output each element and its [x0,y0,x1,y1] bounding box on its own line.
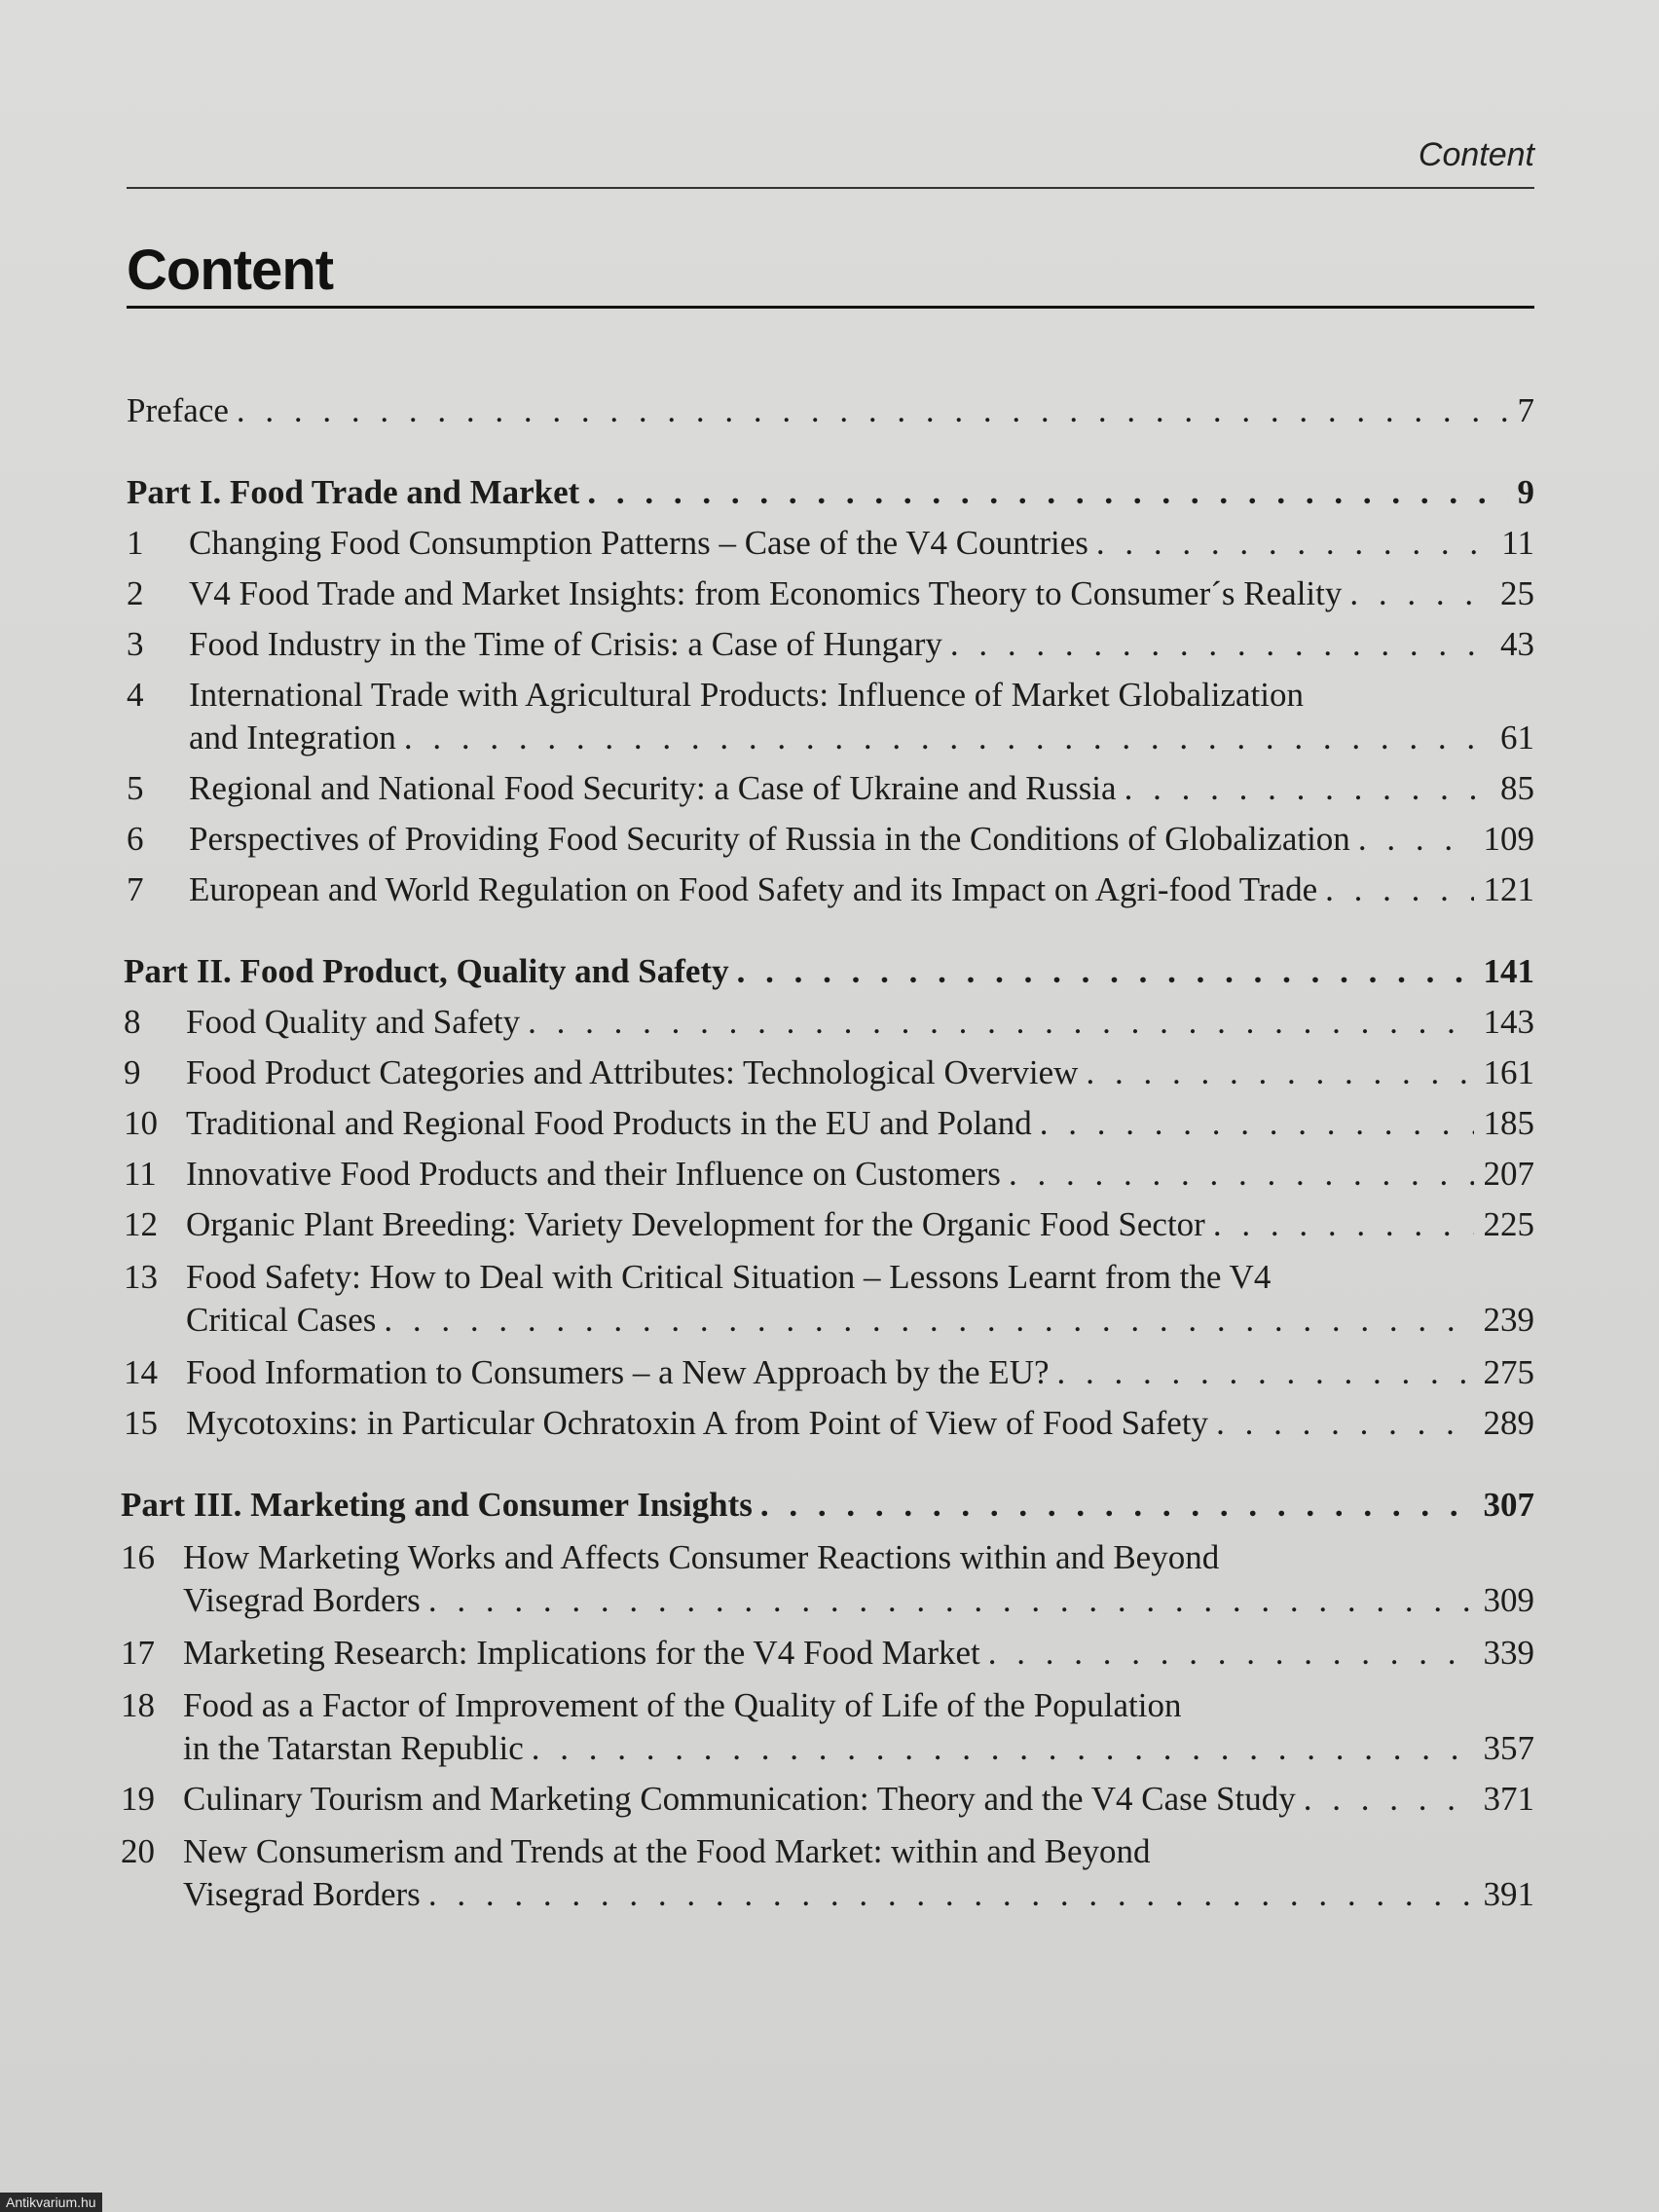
toc-page-number: 85 [1500,769,1534,807]
toc-chapter-continuation[interactable] [186,1299,1534,1342]
chapter-title: Food Industry in the Time of Crisis: a Case of Hungary [189,625,942,663]
chapter-number: 18 [121,1686,155,1724]
part-label: Part II. Food Product, Quality and Safety [124,952,729,990]
chapter-title-cont: in the Tatarstan Republic [183,1729,524,1767]
leader-dots [237,389,1508,432]
toc-chapter[interactable] [127,818,1534,861]
chapter-title-cont: Critical Cases [186,1301,377,1339]
leader-dots [1325,868,1473,911]
toc-chapter-continuation[interactable] [189,717,1534,759]
chapter-number: 6 [127,820,144,858]
toc-chapter[interactable] [124,1051,1534,1094]
toc-chapter[interactable] [124,1153,1534,1196]
leader-dots [1040,1102,1474,1145]
chapter-number: 1 [127,524,144,562]
chapter-number: 16 [121,1538,155,1576]
leader-dots [1086,1051,1473,1094]
toc-part-heading[interactable] [124,950,1534,993]
chapter-number: 7 [127,870,144,908]
toc-chapter[interactable] [127,868,1534,911]
chapter-number: 14 [124,1353,158,1391]
toc-chapter-continuation[interactable] [183,1579,1534,1622]
chapter-title: European and World Regulation on Food Safety and its Impact on Agri-food Trade [189,870,1318,908]
toc-chapter-first-line[interactable] [121,1684,1181,1727]
chapter-title: Mycotoxins: in Particular Ochratoxin A from Point of View of Food Safety [186,1404,1209,1442]
part-label: Part I. Food Trade and Market [127,473,580,511]
toc-page-number: 11 [1501,524,1534,562]
chapter-number: 4 [127,676,144,714]
chapter-title: Marketing Research: Implications for the V4 Food Market [183,1634,980,1672]
leader-dots [1304,1778,1474,1821]
toc-page-number: 43 [1500,625,1534,663]
chapter-title: Regional and National Food Security: a Case of Ukraine and Russia [189,769,1117,807]
running-head: Content [1418,136,1534,173]
leader-dots [988,1632,1474,1675]
toc-page-number: 225 [1483,1205,1534,1243]
toc-page-number: 141 [1483,952,1534,990]
toc-entry-label: Preface [127,391,229,429]
toc-part-heading[interactable] [127,471,1534,514]
chapter-number: 9 [124,1053,141,1091]
leader-dots [1124,767,1491,810]
toc-chapter-first-line[interactable] [121,1536,1219,1579]
toc-chapter[interactable] [127,572,1534,615]
chapter-title: Perspectives of Providing Food Security of Russia in the Conditions of Globalization [189,820,1350,858]
chapter-title: Organic Plant Breeding: Variety Development for the Organic Food Sector [186,1205,1205,1243]
chapter-title: How Marketing Works and Affects Consumer Reactions within and Beyond [183,1538,1220,1576]
leader-dots [950,623,1491,666]
toc-page-number: 371 [1483,1780,1534,1818]
chapter-number: 12 [124,1205,158,1243]
leader-dots [532,1727,1474,1770]
toc-page-number: 25 [1500,574,1534,612]
chapter-number: 17 [121,1634,155,1672]
toc-chapter-continuation[interactable] [183,1873,1534,1916]
chapter-title: New Consumerism and Trends at the Food Market: within and Beyond [183,1832,1151,1870]
toc-part-heading[interactable] [121,1484,1534,1527]
page-title: Content [127,239,334,302]
toc-page-number: 339 [1483,1634,1534,1672]
chapter-title: Food Safety: How to Deal with Critical Situation – Lessons Learnt from the V4 [186,1258,1272,1296]
chapter-title: Food Information to Consumers – a New Approach by the EU? [186,1353,1050,1391]
chapter-number: 3 [127,625,144,663]
chapter-title: International Trade with Agricultural Products: Influence of Market Globalization [189,676,1304,714]
toc-chapter-continuation[interactable] [183,1727,1534,1770]
toc-chapter[interactable] [124,1402,1534,1445]
toc-page-number: 275 [1483,1353,1534,1391]
toc-entry-preface[interactable] [127,389,1534,432]
watermark: Antikvarium.hu [0,2193,102,2212]
chapter-title: Changing Food Consumption Patterns – Case of the V4 Countries [189,524,1088,562]
chapter-number: 8 [124,1003,141,1041]
toc-page-number: 185 [1483,1104,1534,1142]
leader-dots [1057,1351,1474,1394]
leader-dots [428,1579,1474,1622]
leader-dots [1009,1153,1474,1196]
toc-page-number: 61 [1500,719,1534,756]
chapter-title: V4 Food Trade and Market Insights: from Economics Theory to Consumer´s Reality [189,574,1343,612]
toc-chapter[interactable] [121,1632,1534,1675]
leader-dots [528,1001,1473,1044]
toc-page-number: 307 [1483,1486,1534,1524]
leader-dots [1213,1203,1474,1246]
toc-page-number: 109 [1483,820,1534,858]
toc-page-number: 207 [1483,1155,1534,1193]
chapter-number: 2 [127,574,144,612]
toc-page-number: 7 [1517,391,1534,429]
leader-dots [1358,818,1474,861]
chapter-title-cont: Visegrad Borders [183,1875,421,1913]
leader-dots [1216,1402,1473,1445]
part-label: Part III. Marketing and Consumer Insights [121,1486,753,1524]
chapter-number: 13 [124,1258,158,1296]
chapter-title: Food Quality and Safety [186,1003,521,1041]
chapter-number: 10 [124,1104,158,1142]
chapter-title: Innovative Food Products and their Influence on Customers [186,1155,1001,1193]
toc-chapter[interactable] [124,1351,1534,1394]
toc-page-number: 357 [1483,1729,1534,1767]
leader-dots [404,717,1491,759]
toc-page-number: 391 [1483,1875,1534,1913]
toc-page-number: 239 [1483,1301,1534,1339]
toc-chapter[interactable] [127,623,1534,666]
toc-chapter-first-line[interactable] [124,1256,1271,1299]
toc-chapter[interactable] [124,1102,1534,1145]
toc-chapter-first-line[interactable] [121,1830,1151,1873]
chapter-number: 5 [127,769,144,807]
chapter-title: Food as a Factor of Improvement of the Quality of Life of the Population [183,1686,1182,1724]
chapter-number: 19 [121,1780,155,1818]
leader-dots [1096,522,1492,565]
leader-dots [384,1299,1473,1342]
chapter-number: 20 [121,1832,155,1870]
toc-page-number: 121 [1483,870,1534,908]
toc-chapter[interactable] [124,1203,1534,1246]
toc-page-number: 161 [1483,1053,1534,1091]
leader-dots [587,471,1507,514]
toc-chapter[interactable] [127,767,1534,810]
leader-dots [428,1873,1474,1916]
toc-chapter-first-line[interactable] [127,674,1304,717]
chapter-title-cont: Visegrad Borders [183,1581,421,1619]
toc-chapter[interactable] [127,522,1534,565]
toc-page-number: 143 [1483,1003,1534,1041]
toc-page-number: 289 [1483,1404,1534,1442]
toc-chapter[interactable] [121,1778,1534,1821]
toc-chapter[interactable] [124,1001,1534,1044]
chapter-title: Culinary Tourism and Marketing Communication: Theory and the V4 Case Study [183,1780,1296,1818]
leader-dots [737,950,1474,993]
leader-dots [760,1484,1474,1527]
leader-dots [1349,572,1491,615]
chapter-number: 15 [124,1404,158,1442]
toc-page-number: 309 [1483,1581,1534,1619]
toc-page-number: 9 [1517,473,1534,511]
chapter-number: 11 [124,1155,157,1193]
chapter-title: Traditional and Regional Food Products in the EU and Poland [186,1104,1032,1142]
chapter-title: Food Product Categories and Attributes: Technological Overview [186,1053,1079,1091]
chapter-title-cont: and Integration [189,719,396,756]
